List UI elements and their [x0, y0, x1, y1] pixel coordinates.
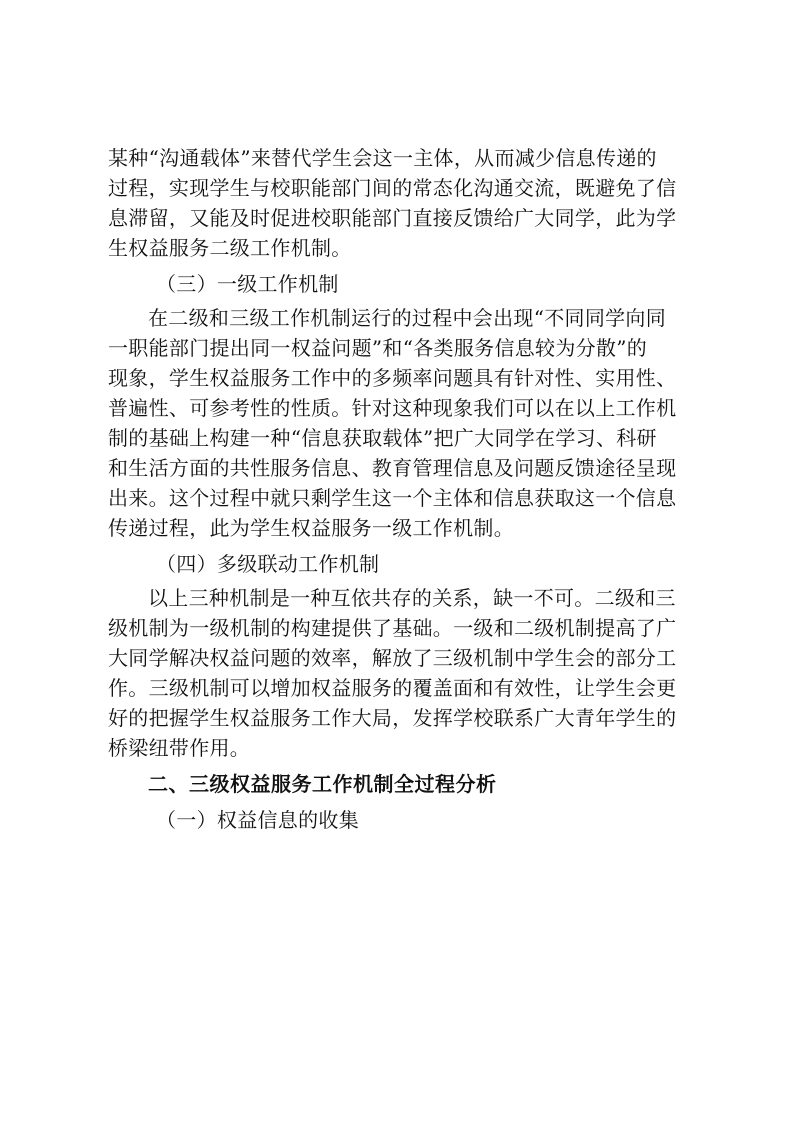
document-page — [108, 143, 696, 835]
text-line: 和生活方面的共性服务信息、教育管理信息及问题反馈途径呈现 — [108, 456, 677, 480]
text-line: 好的把握学生权益服务工作大局，发挥学校联系广大青年学生的 — [108, 706, 677, 730]
text-line: 大同学解决权益问题的效率，解放了三级机制中学生会的部分工 — [108, 646, 677, 670]
text-line: 出来。这个过程中就只剩学生这一个主体和信息获取这一个信息 — [108, 486, 677, 510]
text-line: 息滞留，又能及时促进校职能部门直接反馈给广大同学，此为学 — [108, 206, 677, 230]
subheading-multi-level-mechanism: （四）多级联动工作机制 — [156, 552, 380, 576]
text-line: 生权益服务二级工作机制。 — [108, 236, 352, 260]
section-heading: 二、三级权益服务工作机制全过程分析 — [148, 772, 497, 796]
paragraph-level-1-mechanism — [108, 303, 696, 543]
text-line: 过程，实现学生与校职能部门间的常态化沟通交流，既避免了信 — [108, 176, 677, 200]
text-line: 现象，学生权益服务工作中的多频率问题具有针对性、实用性、 — [108, 366, 677, 390]
text-line: 作。三级机制可以增加权益服务的覆盖面和有效性，让学生会更 — [108, 676, 677, 700]
text-line: 桥梁纽带作用。 — [108, 736, 251, 760]
paragraph-continuation — [108, 143, 696, 263]
paragraph-multi-level-mechanism — [108, 583, 696, 763]
text-line: 制的基础上构建一种“信息获取载体”把广大同学在学习、科研 — [108, 426, 657, 450]
text-line: 以上三种机制是一种互依共存的关系，缺一不可。二级和三 — [148, 586, 676, 610]
text-line: 普遍性、可参考性的性质。针对这种现象我们可以在以上工作机 — [108, 396, 677, 420]
text-line: 在二级和三级工作机制运行的过程中会出现“不同同学向同 — [148, 306, 667, 330]
text-line: 传递过程，此为学生权益服务一级工作机制。 — [108, 516, 514, 540]
text-line: 级机制为一级机制的构建提供了基础。一级和二级机制提高了广 — [108, 616, 677, 640]
subheading-info-collection: （一）权益信息的收集 — [156, 808, 359, 832]
text-line: 一职能部门提出同一权益问题”和“各类服务信息较为分散”的 — [108, 336, 648, 360]
subheading-level-1-mechanism: （三）一级工作机制 — [156, 272, 339, 296]
text-line: 某种“沟通载体”来替代学生会这一主体，从而减少信息传递的 — [108, 146, 657, 170]
